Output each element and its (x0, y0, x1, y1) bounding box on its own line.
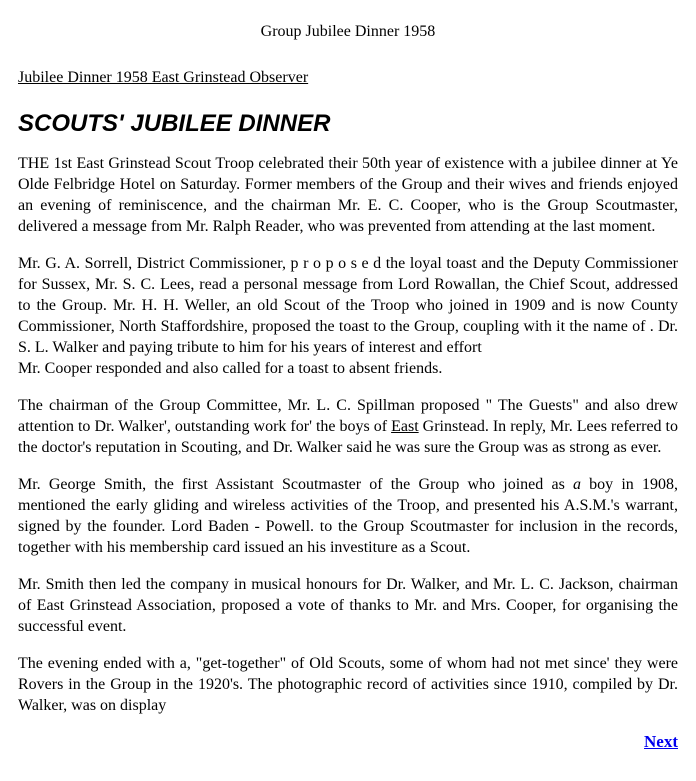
paragraph-text: Mr. G. A. Sorrell, District Commissioner, p r o p o s e d the loyal toast and the Deputy Commissioner for Sussex, Mr. S. C. Lees, read a personal message from Lord Rowallan, the Chief Scout, addressed to the Group. Mr. H. H. Weller, an old Scout of the Troop who joined in 1909 and is now County Commissioner, North Staffordshire, proposed the toast to the Group, coupling with it the name of . Dr. S. L. Walker and paying tribute to him for his years of interest and effort (18, 255, 678, 356)
next-row (18, 732, 678, 764)
italic-word: a (572, 476, 581, 493)
article-heading: SCOUTS' JUBILEE DINNER (18, 110, 331, 137)
page-title: Group Jubilee Dinner 1958 (260, 23, 436, 40)
source-link-row (18, 68, 678, 87)
paragraph-text: The evening ended with a, "get-together" of Old Scouts, some of whom had not met since' they were Rovers in the Group in the 1920's. The photographic record of activities since 1910, compiled by Dr. Walker, was on display (18, 655, 678, 714)
paragraph-text: Grinstead. In reply, Mr. Lees referred to the doctor's reputation in Scouting, and Dr. Walker said he was sure the Group was as strong as ever. (18, 418, 678, 456)
underlined-word: East (391, 418, 419, 435)
paragraph-text: Mr. Smith then led the company in musical honours for Dr. Walker, and Mr. L. C. Jackson, chairman of East Grinstead Association, proposed a vote of thanks to Mr. and Mrs. Cooper, for organising the successful event. (18, 576, 678, 635)
paragraph-text: The chairman of the Group Committee, Mr. L. C. Spillman proposed " The Guests" and also drew attention to Dr. Walker', outstanding work for' the boys of (18, 397, 678, 435)
article-paragraph (18, 153, 678, 237)
article-paragraph (18, 395, 678, 458)
article-paragraph (18, 653, 678, 716)
next-link[interactable]: Next (644, 732, 678, 751)
paragraph-text: boy in 1908, mentioned the early gliding and wireless activities of the Troop, and presented his A.S.M.'s warrant, signed by the founder. Lord Baden - Powell. to the Group Scoutmaster for inclusion in the records, together with his membership card issued an his investiture as a Scout. (18, 476, 678, 556)
paragraph-text: Mr. Cooper responded and also called for a toast to absent friends. (18, 360, 443, 377)
source-link[interactable]: Jubilee Dinner 1958 East Grinstead Observer (18, 69, 309, 86)
article-paragraph (18, 474, 678, 558)
article-paragraph (18, 253, 678, 379)
paragraph-text: THE 1st East Grinstead Scout Troop celebrated their 50th year of existence with a jubilee dinner at Ye Olde Felbridge Hotel on Saturday. Former members of the Group and their wives and friends enjoyed an evening of reminiscence, and the chairman Mr. E. C. Cooper, who is the Group Scoutmaster, delivered a message from Mr. Ralph Reader, who was prevented from attending at the last moment. (18, 155, 678, 235)
article-paragraph (18, 574, 678, 637)
paragraph-text: Mr. George Smith, the first Assistant Scoutmaster of the Group who joined as (18, 476, 573, 493)
article-body (18, 153, 678, 716)
